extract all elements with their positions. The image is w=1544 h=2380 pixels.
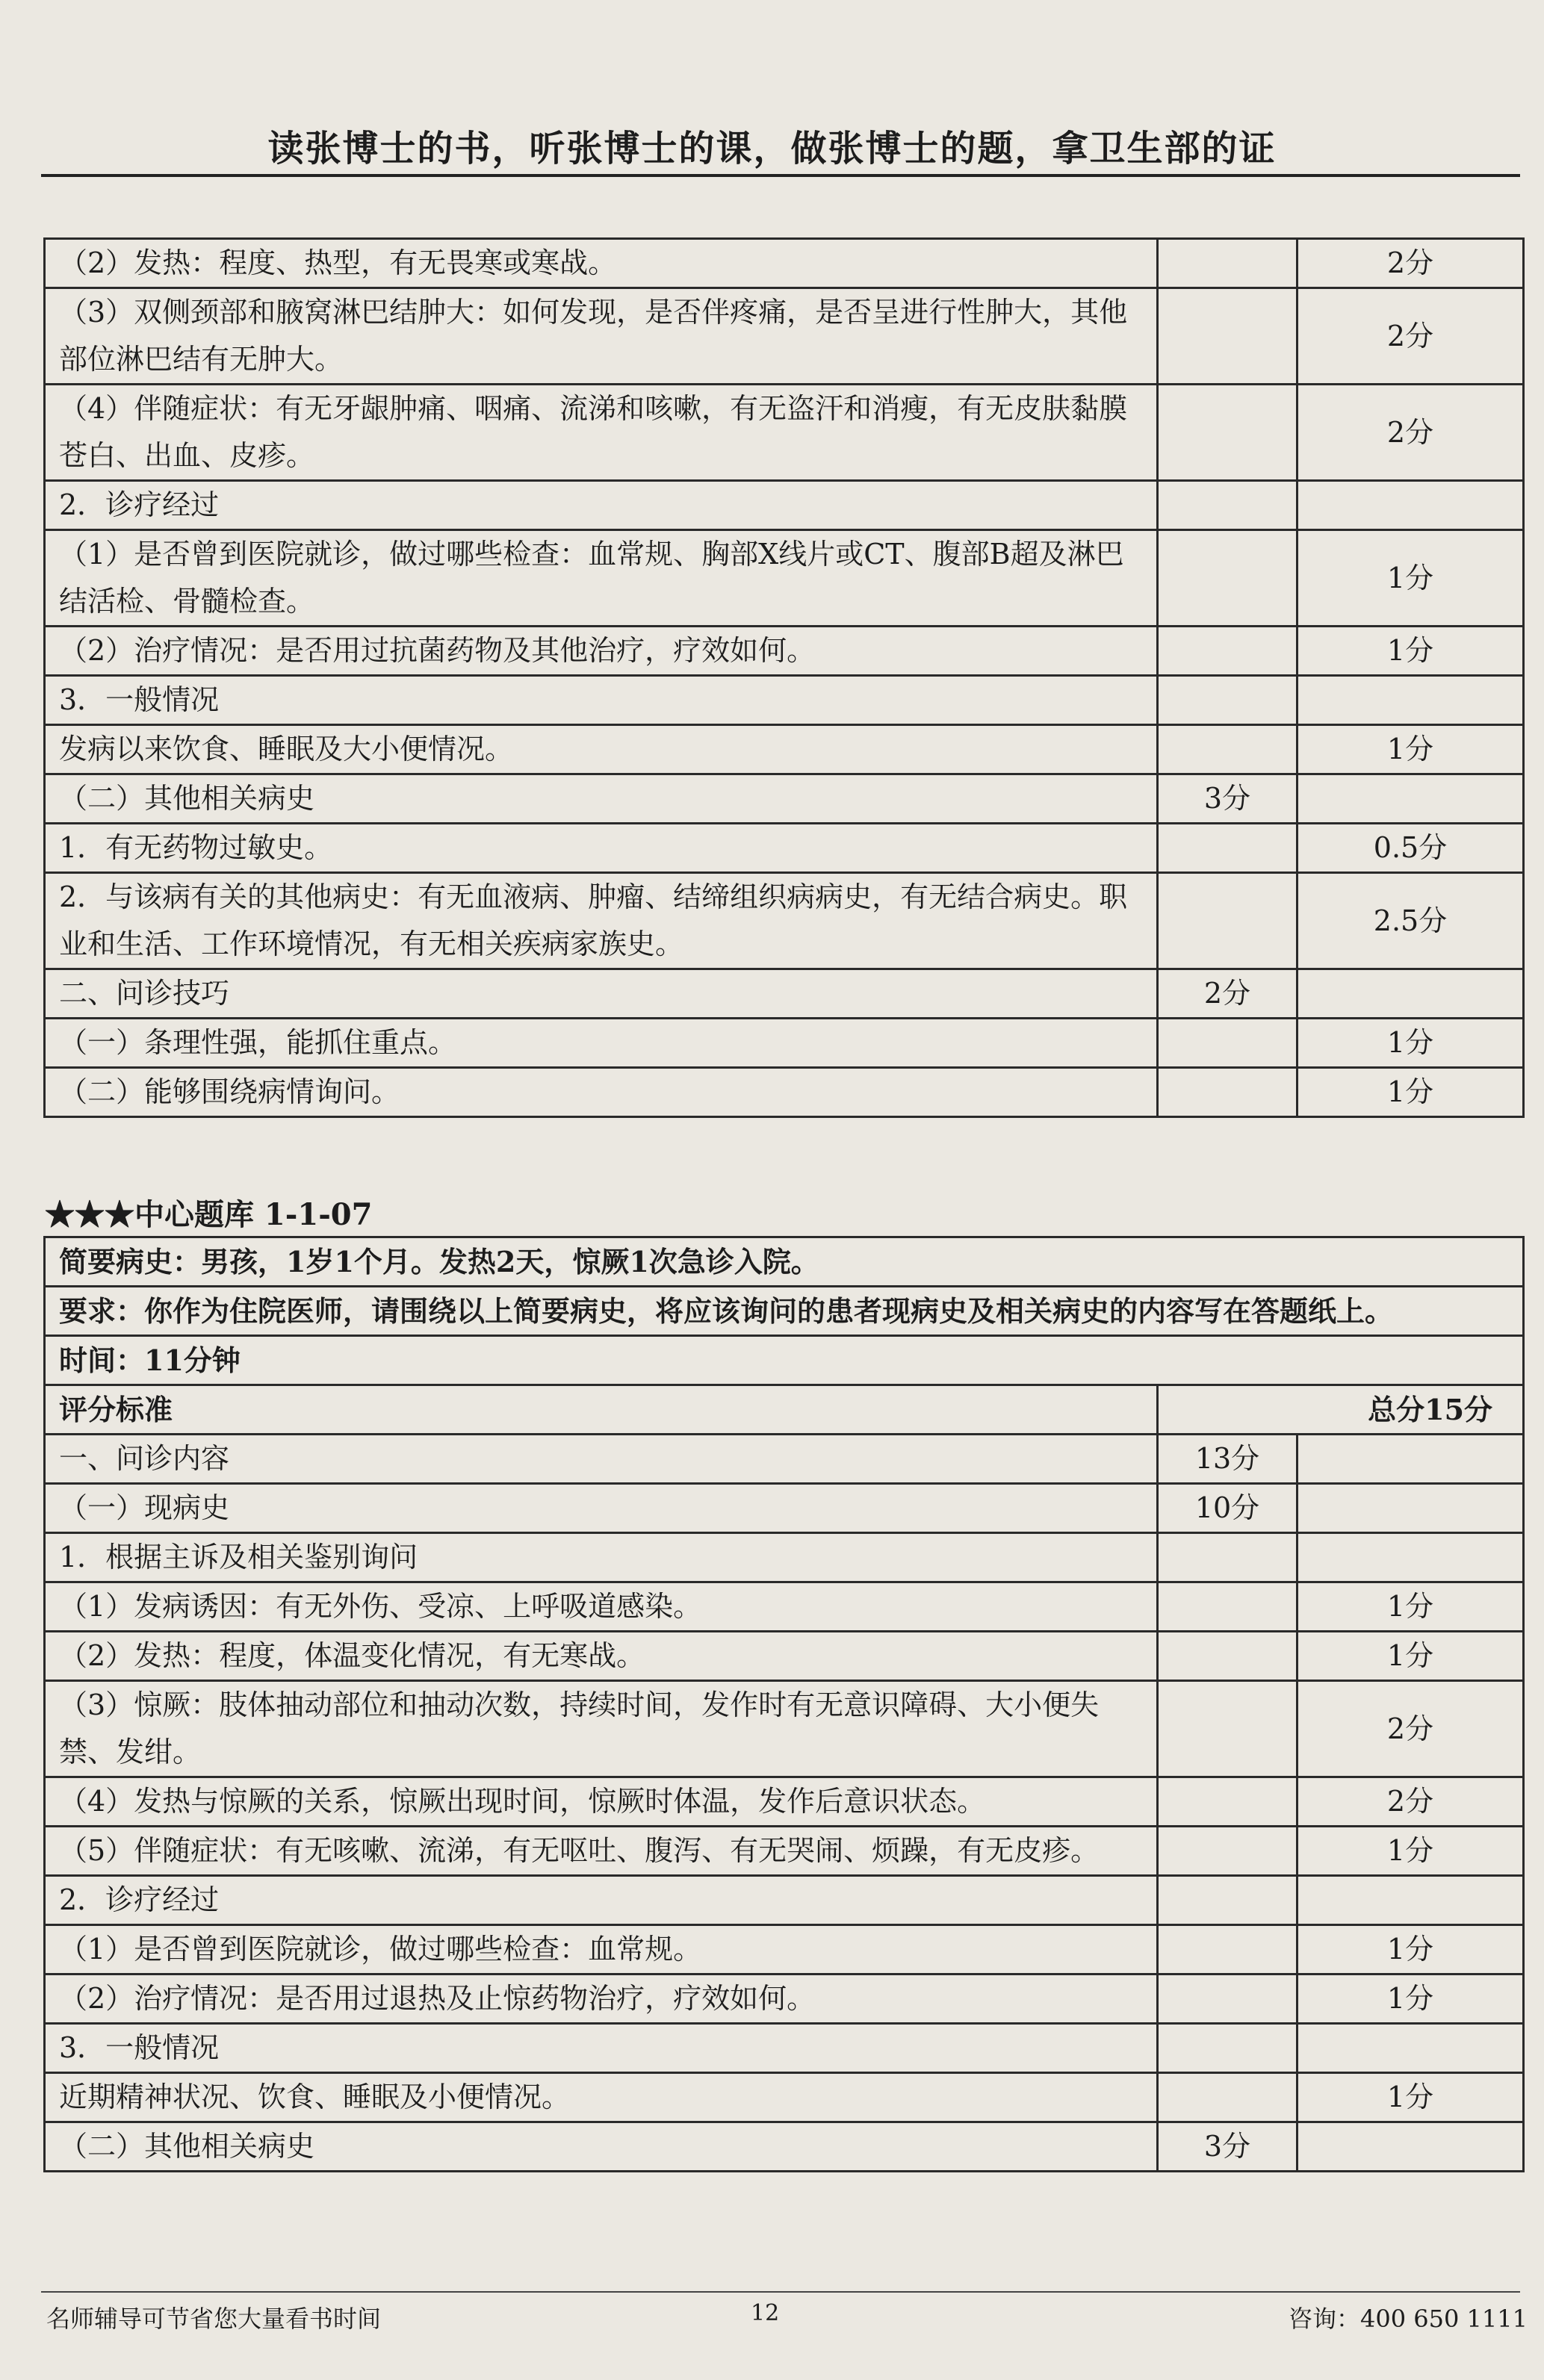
row-score-sub: [1297, 1533, 1524, 1582]
row-score-sub: 0.5分: [1297, 824, 1524, 873]
table-row: [45, 1068, 1524, 1117]
row-score-main: [1158, 530, 1297, 627]
row-score-main: [1158, 824, 1297, 873]
row-score-main: [1158, 1777, 1297, 1827]
row-score-sub: 2.5分: [1297, 873, 1524, 969]
row-score-main: [1158, 1925, 1297, 1974]
row-text: 二、问诊技巧: [45, 969, 1158, 1019]
row-score-main: [1158, 239, 1297, 288]
table-row: [45, 530, 1524, 627]
row-score-sub: [1297, 481, 1524, 530]
row-score-main: [1158, 1582, 1297, 1632]
row-text: （一）条理性强，能抓住重点。: [45, 1019, 1158, 1068]
row-score-main: [1158, 1974, 1297, 2024]
row-score-sub: [1297, 1484, 1524, 1533]
row-score-sub: [1297, 1876, 1524, 1925]
row-score-sub: 1分: [1297, 627, 1524, 676]
row-score-sub: 1分: [1297, 1582, 1524, 1632]
row-score-sub: 2分: [1297, 288, 1524, 385]
row-text: （2）发热：程度、热型，有无畏寒或寒战。: [45, 239, 1158, 288]
row-score-main: [1158, 1681, 1297, 1777]
row-score-sub: 1分: [1297, 530, 1524, 627]
row-text: 3．一般情况: [45, 676, 1158, 725]
page-header: 读张博士的书，听张博士的课，做张博士的题，拿卫生部的证: [267, 128, 1277, 170]
row-score-sub: 1分: [1297, 1068, 1524, 1117]
row-score-main: 10分: [1158, 1484, 1297, 1533]
row-text: 2．诊疗经过: [45, 1876, 1158, 1925]
row-text: （4）伴随症状：有无牙龈肿痛、咽痛、流涕和咳嗽，有无盗汗和消瘦，有无皮肤黏膜苍白、出血、皮疹。: [45, 385, 1158, 481]
row-score-sub: [1297, 774, 1524, 824]
row-text: （5）伴随症状：有无咳嗽、流涕，有无呕吐、腹泻、有无哭闹、烦躁，有无皮疹。: [45, 1827, 1158, 1876]
footer-divider: [41, 2291, 1520, 2293]
row-score-sub: [1297, 676, 1524, 725]
row-score-sub: 2分: [1297, 1681, 1524, 1777]
table-row: [45, 627, 1524, 676]
row-text: 1．有无药物过敏史。: [45, 824, 1158, 873]
row-score-main: 3分: [1158, 774, 1297, 824]
row-score-sub: 1分: [1297, 1632, 1524, 1681]
row-score-main: [1158, 1533, 1297, 1582]
table-row: [45, 676, 1524, 725]
table-row: [45, 1484, 1524, 1533]
row-text: （一）现病史: [45, 1484, 1158, 1533]
table-row: [45, 2073, 1524, 2122]
case-summary: 简要病史：男孩，1岁1个月。发热2天，惊厥1次急诊入院。: [45, 1237, 1524, 1287]
row-score-sub: [1297, 1435, 1524, 1484]
table-row: [45, 1827, 1524, 1876]
row-text: 一、问诊内容: [45, 1435, 1158, 1484]
row-text: （二）其他相关病史: [45, 774, 1158, 824]
table-row: [45, 725, 1524, 774]
row-text: 2．诊疗经过: [45, 481, 1158, 530]
page-number: 12: [751, 2300, 780, 2326]
table-row: [45, 824, 1524, 873]
footer-slogan: 名师辅导可节省您大量看书时间: [46, 2305, 382, 2333]
table-row: [45, 1533, 1524, 1582]
table-row: [45, 288, 1524, 385]
row-score-sub: 1分: [1297, 1925, 1524, 1974]
row-score-main: [1158, 1632, 1297, 1681]
time-limit: 时间：11分钟: [45, 1336, 1524, 1385]
row-score-sub: 1分: [1297, 1019, 1524, 1068]
table-row: [45, 1019, 1524, 1068]
row-text: 3．一般情况: [45, 2024, 1158, 2073]
section-title: ★★★中心题库 1-1-07: [45, 1197, 373, 1232]
row-score-main: 3分: [1158, 2122, 1297, 2172]
case-summary-row: [45, 1237, 1524, 1287]
row-text: （4）发热与惊厥的关系，惊厥出现时间，惊厥时体温，发作后意识状态。: [45, 1777, 1158, 1827]
header-divider: [41, 174, 1520, 177]
row-text: （二）能够围绕病情询问。: [45, 1068, 1158, 1117]
row-score-main: [1158, 385, 1297, 481]
score-standard-row: [45, 1385, 1524, 1435]
time-row: [45, 1336, 1524, 1385]
row-score-sub: [1297, 2024, 1524, 2073]
row-score-main: [1158, 481, 1297, 530]
table-row: [45, 2024, 1524, 2073]
row-score-sub: 1分: [1297, 725, 1524, 774]
table-row: [45, 1582, 1524, 1632]
row-score-main: [1158, 873, 1297, 969]
row-text: （二）其他相关病史: [45, 2122, 1158, 2172]
score-total: 总分15分: [1158, 1385, 1524, 1435]
row-score-main: 2分: [1158, 969, 1297, 1019]
table-row: [45, 1777, 1524, 1827]
row-score-main: [1158, 1019, 1297, 1068]
table-row: [45, 1876, 1524, 1925]
row-score-sub: 1分: [1297, 1827, 1524, 1876]
row-text: （2）治疗情况：是否用过抗菌药物及其他治疗，疗效如何。: [45, 627, 1158, 676]
row-score-main: [1158, 2073, 1297, 2122]
scoring-table-1: [43, 237, 1525, 1118]
row-text: （2）发热：程度，体温变化情况，有无寒战。: [45, 1632, 1158, 1681]
requirement: 要求：你作为住院医师，请围绕以上简要病史，将应该询问的患者现病史及相关病史的内容写在答题纸上。: [45, 1287, 1524, 1336]
row-score-sub: [1297, 969, 1524, 1019]
table-row: [45, 1681, 1524, 1777]
row-score-main: [1158, 676, 1297, 725]
row-text: （3）双侧颈部和腋窝淋巴结肿大：如何发现，是否伴疼痛，是否呈进行性肿大，其他部位淋巴结有无肿大。: [45, 288, 1158, 385]
row-text: （1）是否曾到医院就诊，做过哪些检查：血常规。: [45, 1925, 1158, 1974]
row-text: （3）惊厥：肢体抽动部位和抽动次数，持续时间，发作时有无意识障碍、大小便失禁、发绀。: [45, 1681, 1158, 1777]
table-row: [45, 239, 1524, 288]
table-row: [45, 1925, 1524, 1974]
table-row: [45, 969, 1524, 1019]
row-text: 近期精神状况、饮食、睡眠及小便情况。: [45, 2073, 1158, 2122]
row-score-sub: 1分: [1297, 2073, 1524, 2122]
row-score-sub: 2分: [1297, 239, 1524, 288]
row-score-sub: 2分: [1297, 385, 1524, 481]
table-row: [45, 481, 1524, 530]
row-score-sub: 2分: [1297, 1777, 1524, 1827]
table-row: [45, 1974, 1524, 2024]
row-score-main: [1158, 1876, 1297, 1925]
row-score-main: [1158, 2024, 1297, 2073]
row-text: 2．与该病有关的其他病史：有无血液病、肿瘤、结缔组织病病史，有无结合病史。职业和生活、工作环境情况，有无相关疾病家族史。: [45, 873, 1158, 969]
score-standard-label: 评分标准: [45, 1385, 1158, 1435]
row-text: （2）治疗情况：是否用过退热及止惊药物治疗，疗效如何。: [45, 1974, 1158, 2024]
row-text: （1）发病诱因：有无外伤、受凉、上呼吸道感染。: [45, 1582, 1158, 1632]
scoring-table-2: [43, 1236, 1525, 2172]
row-text: （1）是否曾到医院就诊，做过哪些检查：血常规、胸部X线片或CT、腹部B超及淋巴结活检、骨髓检查。: [45, 530, 1158, 627]
row-score-main: [1158, 627, 1297, 676]
table-row: [45, 1435, 1524, 1484]
row-text: 1．根据主诉及相关鉴别询问: [45, 1533, 1158, 1582]
row-score-main: [1158, 1827, 1297, 1876]
row-score-main: 13分: [1158, 1435, 1297, 1484]
table-row: [45, 2122, 1524, 2172]
row-score-sub: 1分: [1297, 1974, 1524, 2024]
row-text: 发病以来饮食、睡眠及大小便情况。: [45, 725, 1158, 774]
table-row: [45, 873, 1524, 969]
requirement-row: [45, 1287, 1524, 1336]
table-row: [45, 1632, 1524, 1681]
footer-contact: 咨询：400 650 1111: [1289, 2305, 1528, 2333]
table-row: [45, 385, 1524, 481]
row-score-main: [1158, 288, 1297, 385]
row-score-main: [1158, 725, 1297, 774]
table-row: [45, 774, 1524, 824]
row-score-sub: [1297, 2122, 1524, 2172]
row-score-main: [1158, 1068, 1297, 1117]
